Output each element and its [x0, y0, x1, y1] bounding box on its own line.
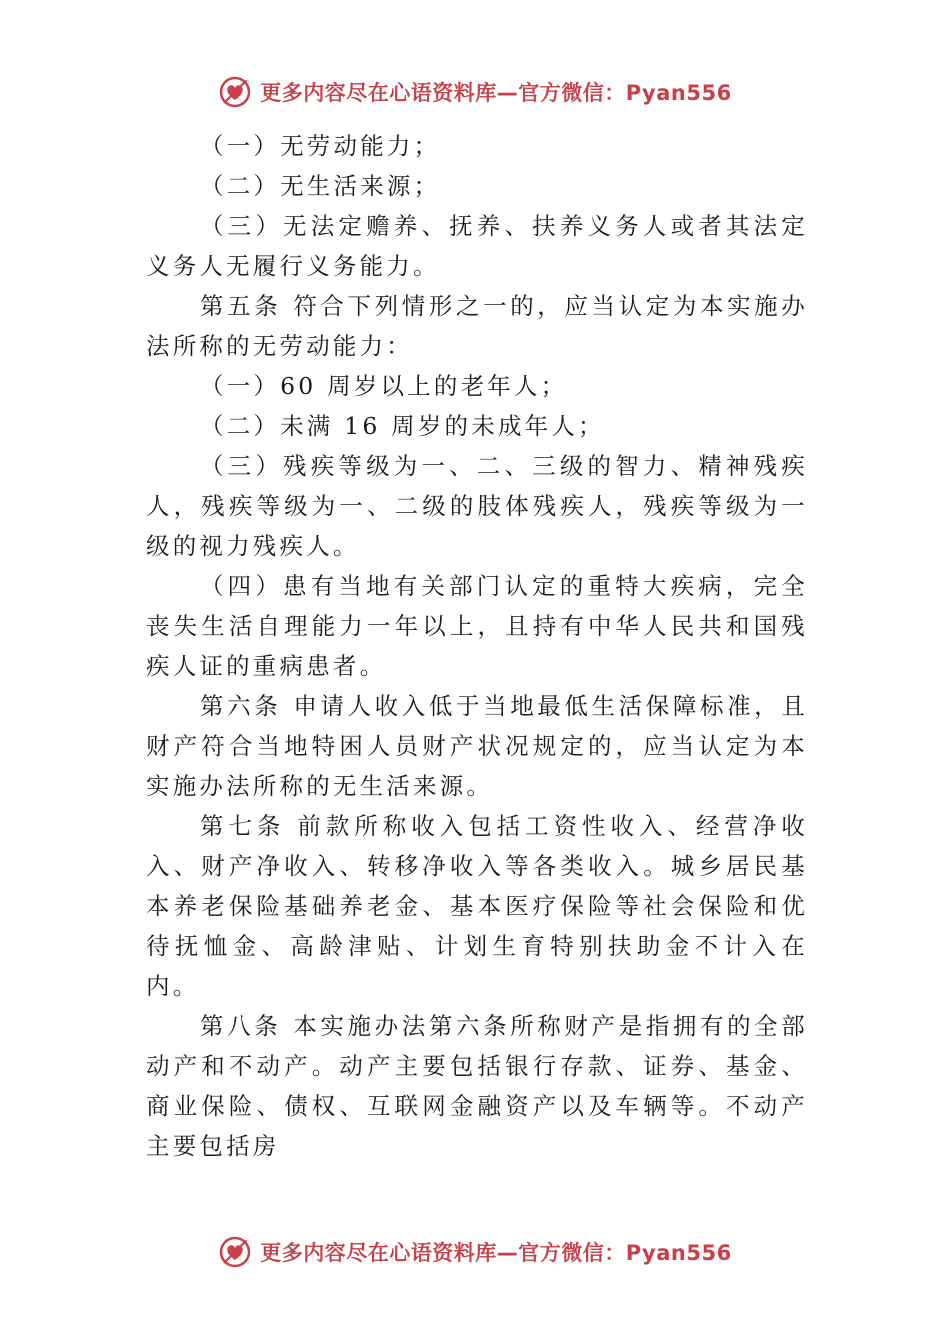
paragraph-item-1: （一）无劳动能力； — [200, 132, 441, 160]
article-5: 第五条 符合下列情形之一的，应当认定为本实施办法所称的无劳动能力： — [146, 292, 808, 360]
paragraph-item-8: （四）患有当地有关部门认定的重特大疾病，完全丧失生活自理能力一年以上，且持有中华人民共和国残疾人证的重病患者。 — [146, 572, 808, 680]
paragraph-item-3: （三）无法定赡养、抚养、扶养义务人或者其法定义务人无履行义务能力。 — [146, 212, 808, 280]
paragraph-item-2: （二）无生活来源； — [200, 172, 441, 200]
article-6: 第六条 申请人收入低于当地最低生活保障标准，且财产符合当地特困人员财产状况规定的，应当认定为本实施办法所称的无生活来源。 — [146, 692, 808, 800]
article-label: 第五条 — [200, 292, 282, 320]
article-label: 第六条 — [200, 692, 282, 720]
paragraph-item-7: （三）残疾等级为一、二、三级的智力、精神残疾人，残疾等级为一、二级的肢体残疾人，残疾等级为一级的视力残疾人。 — [146, 452, 808, 560]
watermark-text: 更多内容尽在心语资料库—官方微信：Pyan556 — [260, 81, 732, 105]
paragraph-item-5: （一）60 周岁以上的老年人； — [200, 372, 568, 400]
paragraph-item-6: （二）未满 16 周岁的未成年人； — [200, 412, 605, 440]
footer-watermark — [0, 1230, 950, 1274]
article-7: 第七条 前款所称收入包括工资性收入、经营净收入、财产净收入、转移净收入等各类收入。城乡居民基本养老保险基础养老金、基本医疗保险等社会保险和优待抚恤金、高龄津贴、计划生育特别扶助金不计入在内。 — [146, 812, 808, 1000]
article-label: 第八条 — [200, 1012, 282, 1040]
article-8: 第八条 本实施办法第六条所称财产是指拥有的全部动产和不动产。动产主要包括银行存款、证券、基金、商业保险、债权、互联网金融资产以及车辆等。不动产主要包括房 — [146, 1012, 808, 1160]
document-body — [146, 126, 808, 1166]
watermark-text: 更多内容尽在心语资料库—官方微信：Pyan556 — [260, 1241, 732, 1265]
heart-logo-icon — [218, 75, 252, 109]
article-label: 第七条 — [200, 812, 286, 840]
heart-logo-icon — [218, 1235, 252, 1269]
header-watermark — [0, 70, 950, 114]
